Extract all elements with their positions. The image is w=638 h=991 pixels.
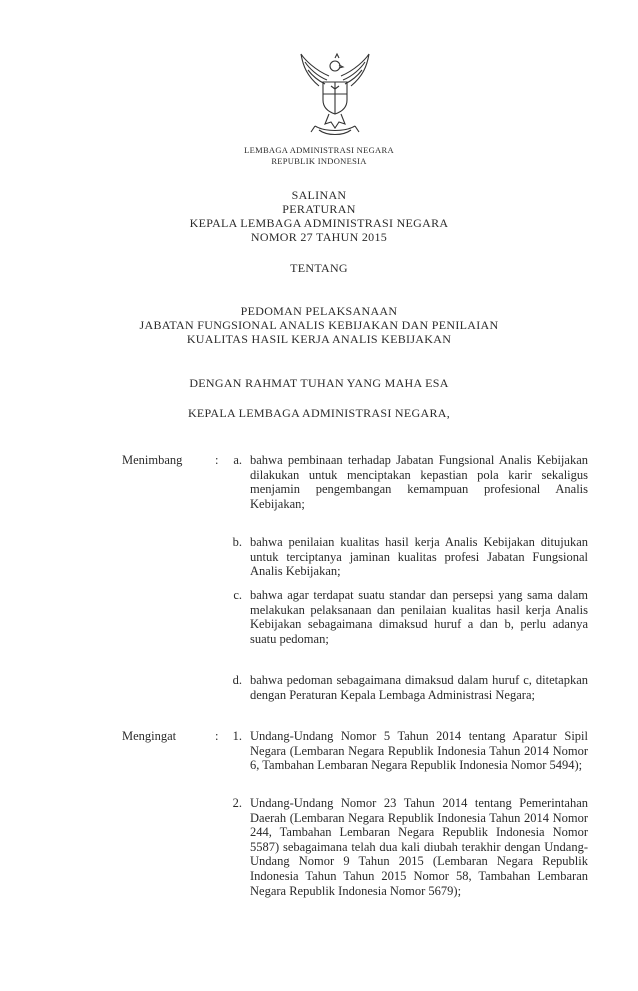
menimbang-item-c: bahwa agar terdapat suatu standar dan persepsi yang sama dalam melakukan pelaksanaan dan penilaian kualitas hasil kerja Analis Kebijakan sebagaimana dimaksud huruf a dan b, perlu adanya suatu pedoman;: [250, 588, 588, 646]
mengingat-label: Mengingat: [122, 729, 177, 743]
garuda-emblem-icon: [295, 52, 375, 142]
subject-line-2: JABATAN FUNGSIONAL ANALIS KEBIJAKAN DAN PENILAIAN: [139, 318, 499, 332]
subject-line-3: KUALITAS HASIL KERJA ANALIS KEBIJAKAN: [186, 332, 452, 346]
mengingat-item-1: Undang-Undang Nomor 5 Tahun 2014 tentang Aparatur Sipil Negara (Lembaran Negara Republik Indonesia Tahun 2014 Nomor 6, Tambahan Lembaran Negara Republik Indonesia Nomor 5494);: [250, 729, 588, 773]
menimbang-marker-c: c.: [233, 588, 242, 602]
peraturan-label: PERATURAN: [282, 202, 356, 216]
salinan-label: SALINAN: [291, 188, 347, 202]
menimbang-marker-d: d.: [232, 673, 242, 687]
mengingat-marker-1: 1.: [232, 729, 242, 743]
regulation-number: NOMOR 27 TAHUN 2015: [250, 230, 388, 244]
institution-name: LEMBAGA ADMINISTRASI NEGARA: [244, 145, 394, 155]
regulation-subject: [0, 304, 638, 346]
kepala-line: KEPALA LEMBAGA ADMINISTRASI NEGARA,: [187, 406, 451, 420]
institution-country: REPUBLIK INDONESIA: [271, 156, 367, 166]
mengingat-colon: :: [215, 729, 219, 743]
menimbang-item-a: bahwa pembinaan terhadap Jabatan Fungsional Analis Kebijakan dilakukan untuk menciptakan kepastian pola karir sekaligus menjamin pengembangan kemampuan profesional Analis Kebijakan;: [250, 453, 588, 511]
menimbang-marker-b: b.: [232, 535, 242, 549]
regulation-title: [0, 188, 638, 244]
menimbang-item-d: bahwa pedoman sebagaimana dimaksud dalam huruf c, ditetapkan dengan Peraturan Kepala Lembaga Administrasi Negara;: [250, 673, 588, 702]
subject-line-1: PEDOMAN PELAKSANAAN: [240, 304, 398, 318]
menimbang-marker-a: a.: [233, 453, 242, 467]
menimbang-label: Menimbang: [122, 453, 183, 467]
rahmat-line: DENGAN RAHMAT TUHAN YANG MAHA ESA: [189, 376, 449, 390]
issuer-label: KEPALA LEMBAGA ADMINISTRASI NEGARA: [189, 216, 449, 230]
menimbang-colon: :: [215, 453, 219, 467]
tentang-label: TENTANG: [290, 261, 348, 275]
mengingat-item-2: Undang-Undang Nomor 23 Tahun 2014 tentang Pemerintahan Daerah (Lembaran Negara Republik Indonesia Tahun 2014 Nomor 244, Tambahan Lembaran Negara Republik Indonesia Nomor 5587) sebagaimana telah dua kali diubah terakhir dengan Undang-Undang Nomor 9 Tahun 2015 (Lembaran Negara Republik Indonesia Tahun Tahun 2015 Nomor 58, Tambahan Lembaran Negara Republik Indonesia Nomor 5679);: [250, 796, 588, 898]
menimbang-item-b: bahwa penilaian kualitas hasil kerja Analis Kebijakan ditujukan untuk terciptanya jaminan kualitas profesi Jabatan Fungsional Analis Kebijakan;: [250, 535, 588, 579]
institution-header: [0, 145, 638, 167]
mengingat-marker-2: 2.: [232, 796, 242, 810]
